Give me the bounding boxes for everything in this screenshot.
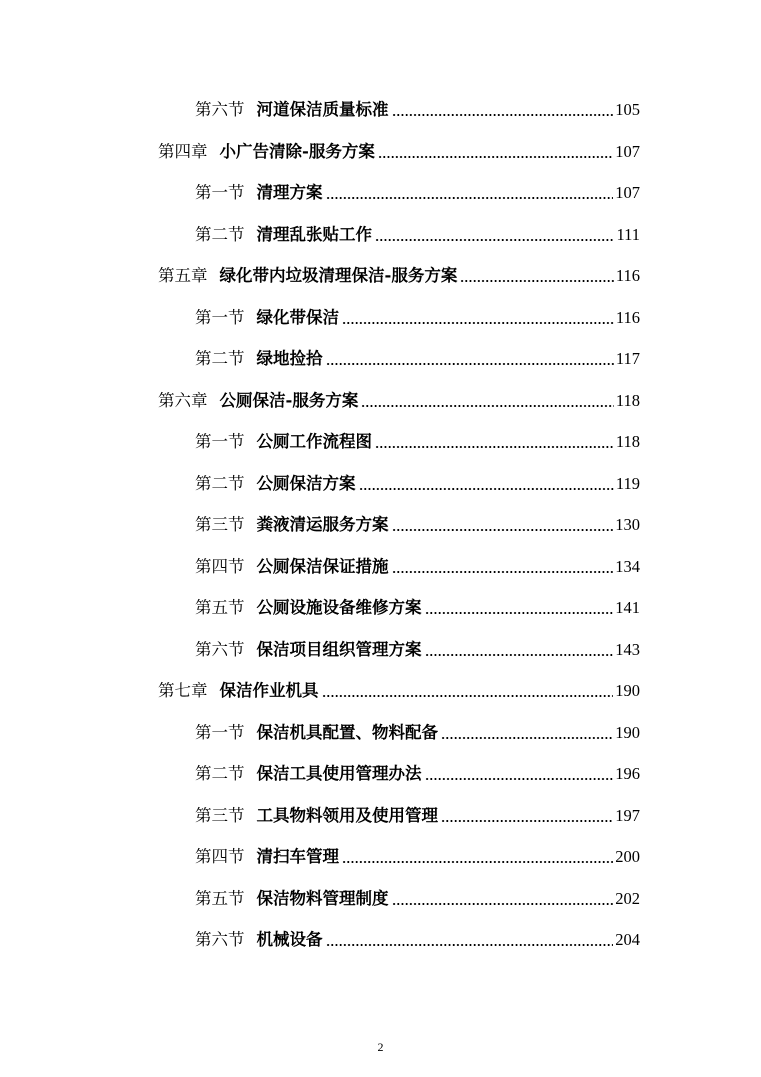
dot-leader xyxy=(378,156,613,158)
toc-section-label: 第六节 xyxy=(195,100,245,119)
toc-entry[interactable] xyxy=(195,553,640,577)
toc-entry-title: 绿地捡拾 xyxy=(256,349,323,368)
toc-entry-title: 河道保洁质量标准 xyxy=(256,100,389,119)
toc-entry[interactable] xyxy=(195,843,640,867)
toc-section-label: 第六节 xyxy=(195,930,245,949)
toc-entry-title: 公厕保洁保证措施 xyxy=(256,557,389,576)
dot-leader xyxy=(322,695,614,697)
toc-page-number: 143 xyxy=(615,640,640,659)
toc-section-label: 第三节 xyxy=(195,806,245,825)
page-footer-number: 2 xyxy=(377,1040,384,1054)
toc-entry[interactable] xyxy=(195,221,640,245)
toc-page-number: 116 xyxy=(615,266,640,285)
dot-leader xyxy=(326,197,614,199)
toc-page-number: 141 xyxy=(615,598,640,617)
toc-entry[interactable] xyxy=(195,470,640,494)
toc-chapter-label: 第四章 xyxy=(158,142,208,161)
toc-section-label: 第四节 xyxy=(195,557,245,576)
dot-leader xyxy=(392,903,614,905)
toc-entry-title: 公厕保洁-服务方案 xyxy=(219,391,359,410)
toc-entry-title: 粪液清运服务方案 xyxy=(256,515,389,534)
toc-page-number: 190 xyxy=(615,723,640,742)
dot-leader xyxy=(359,488,614,490)
toc-page-number: 130 xyxy=(615,515,640,534)
toc-page-number: 118 xyxy=(615,391,640,410)
toc-section-label: 第一节 xyxy=(195,723,245,742)
dot-leader xyxy=(425,778,614,780)
toc-page-number: 134 xyxy=(615,557,640,576)
toc-entry-title: 清扫车管理 xyxy=(256,847,339,866)
toc-entry-title: 公厕设施设备维修方案 xyxy=(256,598,422,617)
toc-chapter-label: 第七章 xyxy=(158,681,208,700)
toc-section-label: 第二节 xyxy=(195,764,245,783)
toc-section-label: 第五节 xyxy=(195,598,245,617)
toc-section-label: 第二节 xyxy=(195,225,245,244)
toc-page-number: 196 xyxy=(615,764,640,783)
dot-leader xyxy=(460,280,614,282)
dot-leader xyxy=(441,820,613,822)
toc-entry-title: 清理乱张贴工作 xyxy=(256,225,372,244)
toc-page-number: 105 xyxy=(615,100,640,119)
toc-section-label: 第五节 xyxy=(195,889,245,908)
toc-entry[interactable] xyxy=(195,511,640,535)
toc-entry-title: 工具物料领用及使用管理 xyxy=(256,806,438,825)
dot-leader xyxy=(425,612,614,614)
toc-entry-title: 保洁作业机具 xyxy=(219,681,319,700)
dot-leader xyxy=(326,363,614,365)
toc-entry[interactable] xyxy=(195,304,640,328)
toc-page-number: 197 xyxy=(615,806,640,825)
dot-leader xyxy=(392,114,614,116)
toc-section-label: 第二节 xyxy=(195,349,245,368)
toc-entry[interactable] xyxy=(195,636,640,660)
toc-entry[interactable] xyxy=(195,428,640,452)
toc-entry-title: 保洁工具使用管理办法 xyxy=(256,764,422,783)
toc-entry[interactable] xyxy=(195,345,640,369)
toc-section-label: 第三节 xyxy=(195,515,245,534)
toc-page-number: 116 xyxy=(615,308,640,327)
toc-entry[interactable] xyxy=(158,677,640,701)
toc-entry[interactable] xyxy=(195,802,640,826)
dot-leader xyxy=(361,405,614,407)
toc-entry-title: 公厕工作流程图 xyxy=(256,432,372,451)
toc-entry-title: 小广告清除-服务方案 xyxy=(219,142,375,161)
toc-section-label: 第二节 xyxy=(195,474,245,493)
toc-entry[interactable] xyxy=(195,719,640,743)
toc-section-label: 第一节 xyxy=(195,308,245,327)
dot-leader xyxy=(392,571,614,573)
toc-page-number: 111 xyxy=(616,225,640,244)
toc-entry-title: 清理方案 xyxy=(256,183,323,202)
dot-leader xyxy=(441,737,613,739)
toc-section-label: 第一节 xyxy=(195,432,245,451)
toc-page-number: 200 xyxy=(615,847,640,866)
toc-page-number: 107 xyxy=(615,183,640,202)
toc-section-label: 第六节 xyxy=(195,640,245,659)
toc-page-number: 190 xyxy=(615,681,640,700)
dot-leader xyxy=(326,944,614,946)
toc-entry[interactable] xyxy=(158,138,640,162)
toc-entry[interactable] xyxy=(158,387,640,411)
dot-leader xyxy=(392,529,614,531)
toc-entry[interactable] xyxy=(195,96,640,120)
toc-page-number: 202 xyxy=(615,889,640,908)
toc-entry[interactable] xyxy=(158,262,640,286)
dot-leader xyxy=(425,654,614,656)
toc-entry[interactable] xyxy=(195,926,640,950)
toc-entry-title: 保洁项目组织管理方案 xyxy=(256,640,422,659)
dot-leader xyxy=(342,322,614,324)
toc-page-number: 204 xyxy=(615,930,640,949)
toc-page-number: 119 xyxy=(615,474,640,493)
toc-page-number: 118 xyxy=(615,432,640,451)
dot-leader xyxy=(342,861,613,863)
toc-chapter-label: 第五章 xyxy=(158,266,208,285)
toc-entry-title: 公厕保洁方案 xyxy=(256,474,356,493)
toc-chapter-label: 第六章 xyxy=(158,391,208,410)
dot-leader xyxy=(375,239,614,241)
toc-page-number: 117 xyxy=(615,349,640,368)
toc-entry[interactable] xyxy=(195,179,640,203)
toc-section-label: 第一节 xyxy=(195,183,245,202)
toc-entry-title: 保洁物料管理制度 xyxy=(256,889,389,908)
toc-entry-title: 机械设备 xyxy=(256,930,323,949)
dot-leader xyxy=(375,446,614,448)
toc-entry-title: 绿化带保洁 xyxy=(256,308,339,327)
toc-entry[interactable] xyxy=(195,594,640,618)
toc-entry-title: 绿化带内垃圾清理保洁-服务方案 xyxy=(219,266,458,285)
toc-page-number: 107 xyxy=(615,142,640,161)
toc-section-label: 第四节 xyxy=(195,847,245,866)
toc-entry-title: 保洁机具配置、物料配备 xyxy=(256,723,438,742)
toc-entry[interactable] xyxy=(195,760,640,784)
toc-entry[interactable] xyxy=(195,885,640,909)
